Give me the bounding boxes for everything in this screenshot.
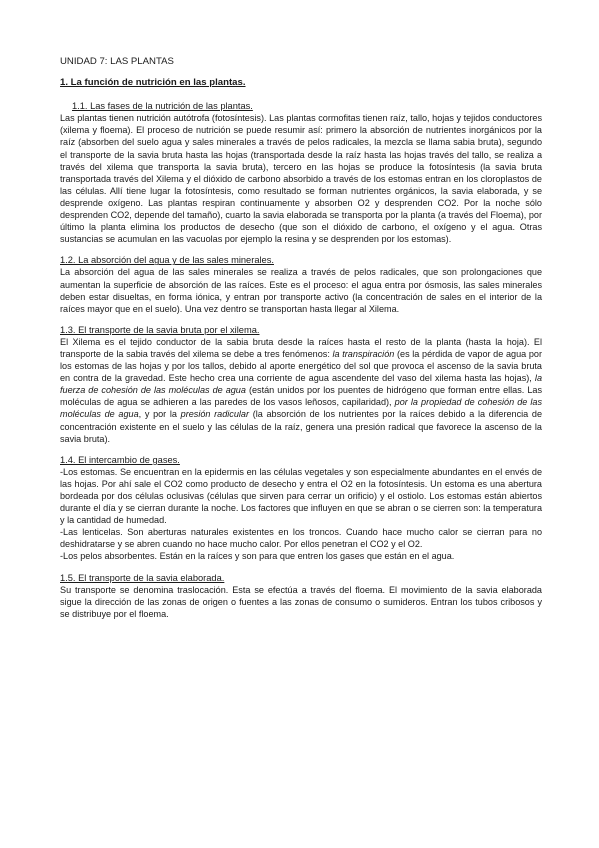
subsection-heading: 1.1. Las fases de la nutrición de las plantas. (72, 101, 253, 112)
text-segment: (es la pérdida de vapor de agua por los estomas de las hojas y por los tallos, debido al aporte energético del sol que provoca el ascenso de la savia bruta en contra de la gravedad. Este hecho crea una corriente de agua ascendente del vaso del xilema hasta las hojas), (60, 348, 542, 384)
text-segment: Su transporte se denomina traslocación. Esta se efectúa a través del floema. El movimiento de la savia elaborada sigue la dirección de las zonas de origen o fuentes a las zonas de consumo o sumideros. Entran los tubos cribosos y se distribuye por el floema. (60, 584, 542, 619)
text-segment: Las plantas tienen nutrición autótrofa (fotosíntesis). Las plantas cormofitas tienen raíz, tallo, hojas y tejidos conductores (xilema y floema). El proceso de nutrición se puede resumir así: primero la absorción de nutrientes inorgánicos por la raíz (absorben del suelo agua y sales minerales a través de pelos radicales, la mezcla se llama sabia bruta), segundo el transporte de la savia bruta hasta las hojas (transportada desde la raíz hasta las hojas través del tallo, se realiza a través del xilema que transporta la savia bruta), tercero en las hojas se produce la fotosíntesis (la savia bruta transportada través del Xilema y el dióxido de carbono absorbido a través de los estomas entran en los cloroplastos de las células. Allí tiene lugar la fotosíntesis, como resultado se forman nutrientes orgánicos, la savia elaborada, y se desprende oxígeno. Las plantas respiran continuamente y absorben O2 y desprenden CO2. Por la noche sólo desprenden CO2, depende del tamaño), cuarto la savia elaborada se transporta por la planta (a través del Floema), por último la planta elimina los productos de desecho (que son el dióxido de carbono, el oxígeno y el agua. Otras sustancias se acumulan en las vacuolas por ejemplo la resina y se desprenden por los estomas). (60, 113, 542, 245)
subsection-heading: 1.2. La absorción del agua y de las sales minerales. (60, 255, 274, 266)
section-title: 1. La función de nutrición en las plantas. (60, 77, 246, 89)
paragraph (60, 266, 542, 314)
italic-term: la fuerza de cohesión de las moléculas de agua (60, 373, 542, 396)
paragraph (60, 526, 542, 550)
paragraph (60, 112, 542, 245)
subsection-3 (60, 324, 542, 445)
paragraph (60, 336, 542, 445)
paragraph (60, 584, 542, 620)
unit-title: UNIDAD 7: LAS PLANTAS (60, 56, 174, 67)
paragraph (60, 466, 542, 526)
paragraph (60, 550, 542, 562)
italic-term: por la propiedad de cohesión de las moléculas de agua (60, 397, 543, 420)
text-segment: -Los estomas. Se encuentran en la epidermis en las células vegetales y son especialmente abundantes en el envés de las hojas. Por ahí sale el CO2 como producto de desecho y entra el O2 en la fotosíntesis. Un estoma es una abertura bordeada por dos células oclusivas (células que sirven para cerrar un orificio) y el ostiolo. Los estomas están abiertos durante el día y se cierran durante la noche. Los factores que influyen en que se abran o se cierren son: la temperatura y la cantidad de humedad. (60, 466, 542, 526)
text-segment: (están unidos por los puentes de hidrógeno que forman entre ellas. Las moléculas de agua se adhieren a las paredes de los vasos leñosos, capilaridad), (60, 385, 542, 408)
text-segment: , y por la (138, 409, 181, 420)
document-page (60, 56, 542, 629)
subsection-heading: 1.4. El intercambio de gases. (60, 454, 180, 465)
subsection-heading: 1.3. El transporte de la savia bruta por el xilema. (60, 324, 260, 335)
text-segment: El Xilema es el tejido conductor de la sabia bruta desde la raíces hasta el resto de la planta (hasta la hoja). El transporte de la sabia través del xilema se debe a tres fenómenos: (60, 336, 542, 359)
text-segment: -Las lenticelas. Son aberturas naturales existentes en los troncos. Cuando hace mucho calor se cierran para no deshidratarse y se abren cuando no hace mucho calor. Por ellos penetran el CO2 y el O2. (60, 527, 542, 550)
subsection-4 (60, 454, 542, 563)
text-segment: (la absorción de los nutrientes por la raíces debido a la diferencia de concentración existente en el suelo y las células de la raíz, genera una presión radical que favorece la ascenso de la savia bruta). (60, 409, 543, 444)
subsection-list (60, 100, 542, 620)
subsection-1 (60, 100, 542, 245)
italic-term: presión radicular (180, 409, 250, 420)
text-segment: -Los pelos absorbentes. Están en la raíces y son para que entren los gases que están en el agua. (60, 551, 455, 562)
text-segment: La absorción del agua de las sales minerales se realiza a través de pelos radicales, que son prolongaciones que aumentan la superficie de absorción de las raíces. Este es el proceso: el agua entra por ósmosis, las sales minerales deben estar disueltas, en forma iónica, y entran por transporte activo (la concentración de sales en el interior de la raíces mayor que en el suelo). Una vez dentro se transportan hasta llegar al Xilema. (60, 267, 542, 314)
subsection-2 (60, 254, 542, 314)
italic-term: la transpiración (332, 348, 395, 359)
subsection-5 (60, 572, 542, 620)
subsection-heading: 1.5. El transporte de la savia elaborada. (60, 572, 225, 583)
